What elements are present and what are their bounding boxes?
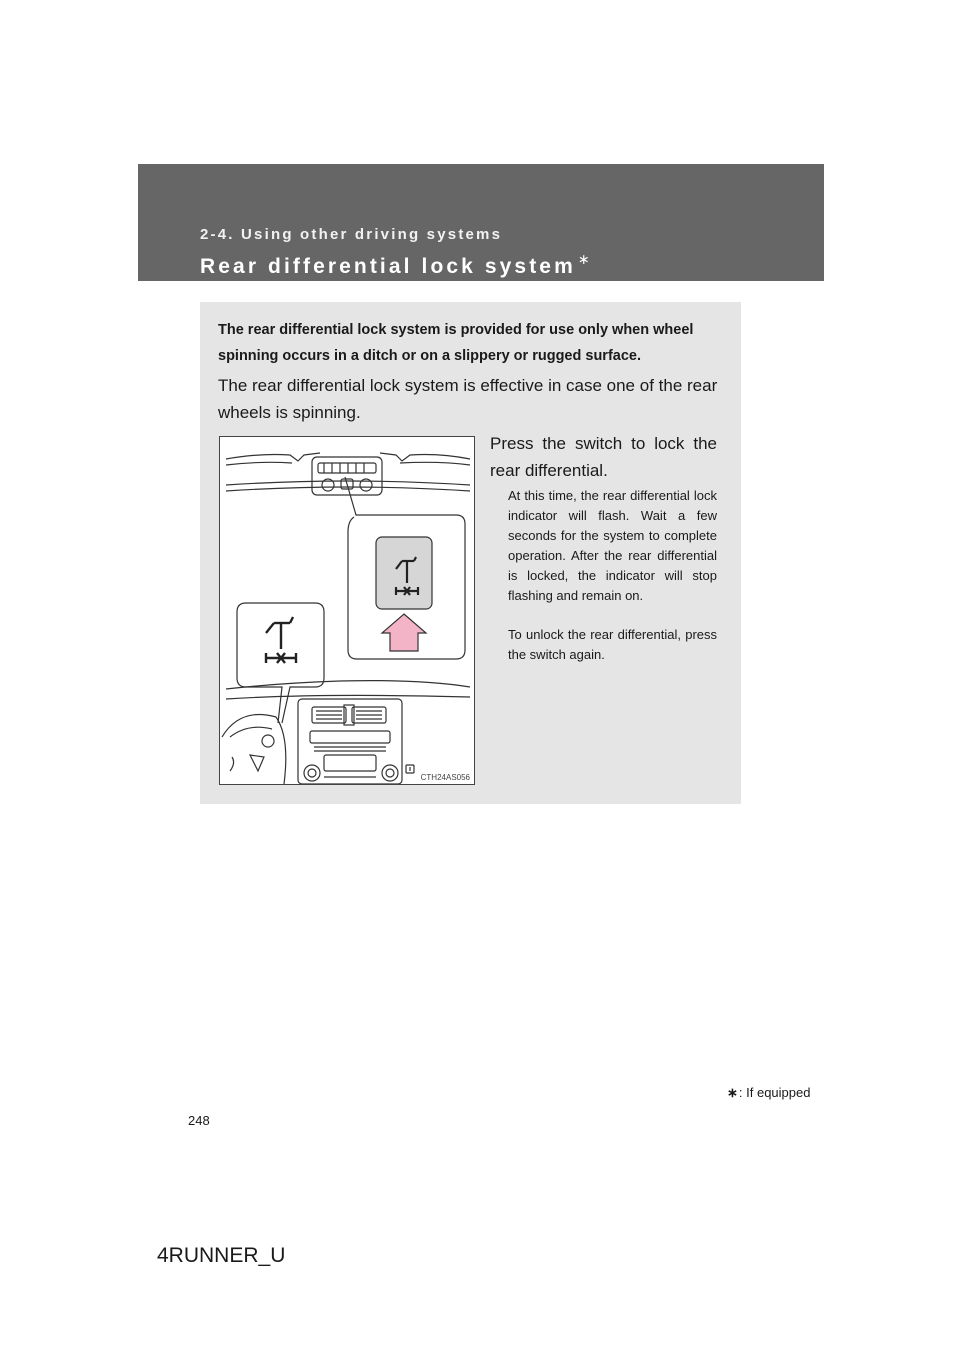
page-title — [200, 251, 590, 279]
footnote-mark: ∗ — [727, 1085, 738, 1100]
press-arrow — [382, 614, 426, 651]
page-title-text: Rear differential lock system — [200, 255, 576, 278]
if-equipped-mark: ∗ — [577, 251, 590, 267]
model-code: 4RUNNER_U — [157, 1244, 286, 1267]
section-header — [138, 164, 824, 281]
content-panel — [200, 302, 741, 804]
step-text: Press the switch to lock the rear differential. — [490, 434, 717, 480]
intro-text: The rear differential lock system is provided for use only when wheel spinning occurs in a ditch or on a slippery or rugged surface. — [218, 322, 694, 364]
rear-diff-lock-indicator-icon — [266, 617, 296, 663]
section-label: 2-4. Using other driving systems — [200, 226, 503, 243]
figure-code: CTH24AS056 — [420, 773, 470, 782]
dashboard-illustration — [219, 436, 475, 785]
step-note-unlock: To unlock the rear differential, press the switch again. — [508, 627, 717, 662]
footnote-text: : If equipped — [738, 1085, 811, 1100]
footnote — [727, 1085, 810, 1101]
description-text: The rear differential lock system is effective in case one of the rear wheels is spinning. — [218, 376, 718, 422]
dashboard-drawing — [220, 437, 474, 784]
switch-panel — [376, 537, 432, 609]
page-number: 248 — [188, 1113, 210, 1128]
step-note-flash: At this time, the rear differential lock indicator will flash. Wait a few seconds for the system to complete operation. After the rear differential is locked, the indicator will stop flashing and remain on. — [508, 488, 717, 603]
